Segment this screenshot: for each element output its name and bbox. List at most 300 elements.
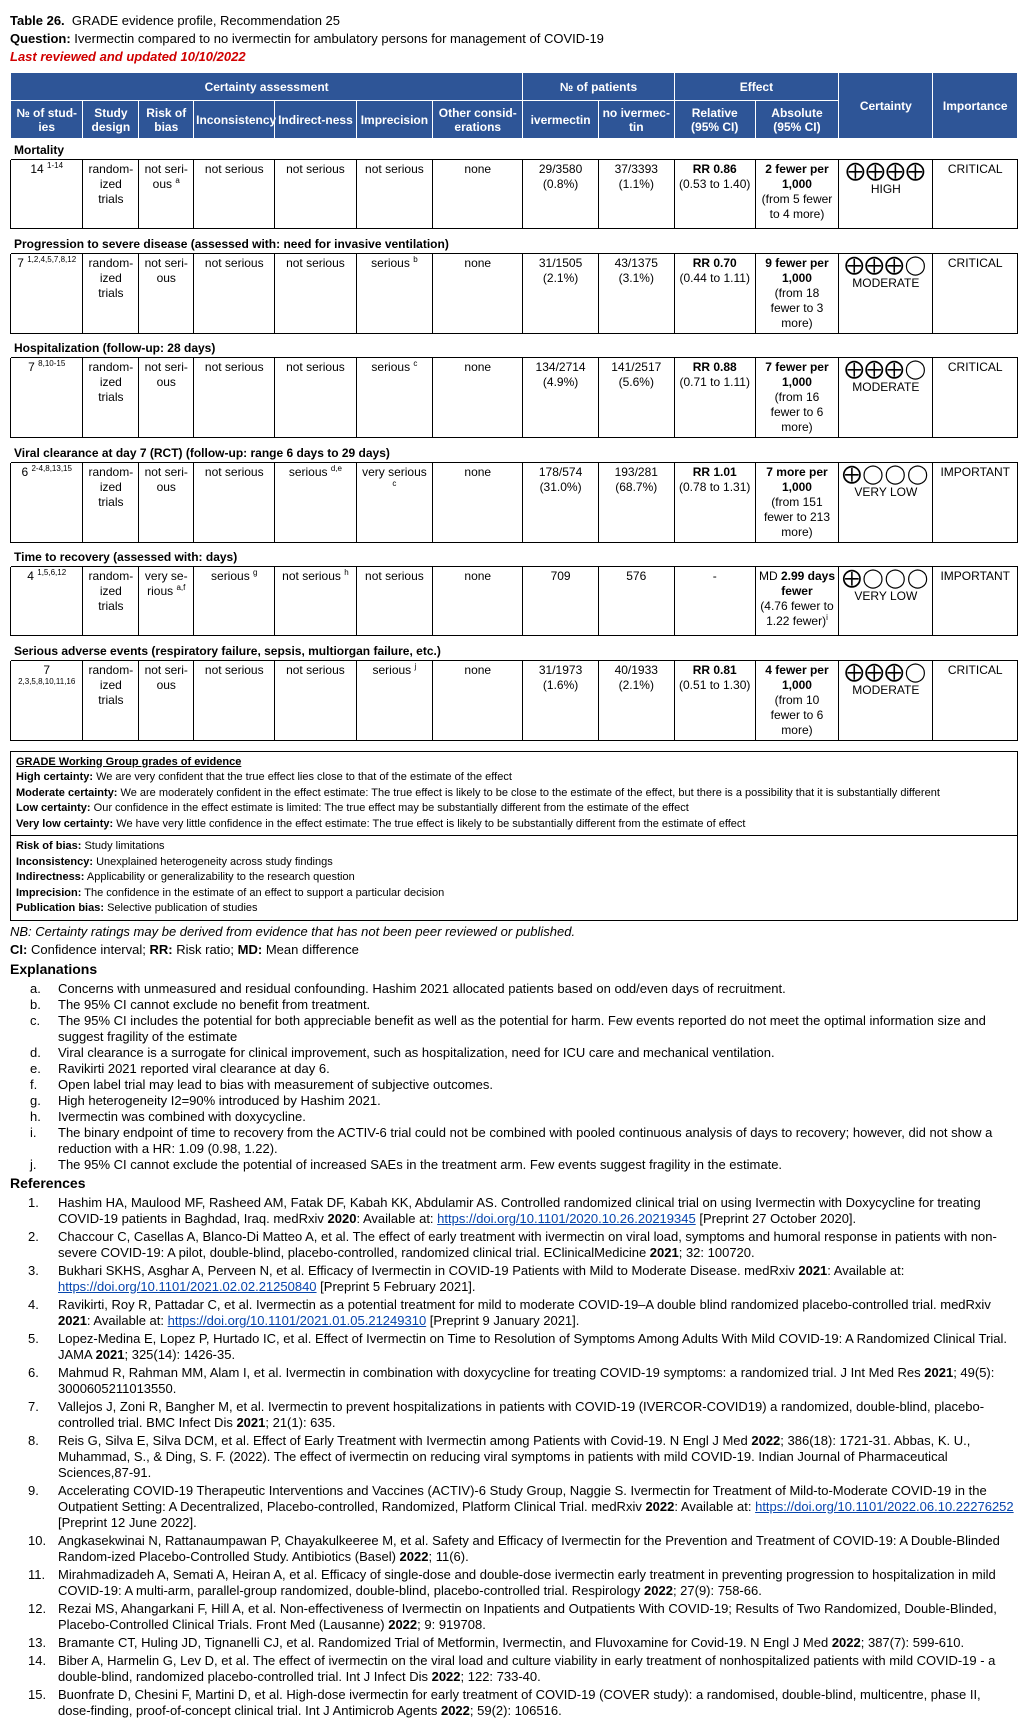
explanation-item — [10, 997, 1016, 1013]
absolute-footnote: i — [826, 613, 828, 622]
reference-note: [Preprint 12 June 2022]. — [58, 1514, 197, 1530]
cell-imprecision — [356, 253, 433, 333]
reference-item — [10, 1297, 1016, 1329]
num-studies: 6 — [21, 464, 29, 479]
question-label: Question: — [10, 31, 71, 46]
domain-term: Indirectness: — [16, 871, 85, 883]
reference-number: 1. — [28, 1194, 39, 1210]
certainty-label: MODERATE — [852, 380, 920, 394]
cell-absolute — [755, 253, 838, 333]
references-heading: References — [10, 1174, 86, 1191]
domain-text: Study limitations — [84, 840, 165, 852]
explanation-marker: g. — [30, 1092, 41, 1108]
study-refs: 1-14 — [47, 161, 64, 170]
risk-of-bias: not seri-ous — [144, 464, 188, 494]
reference-details: ; 325(14): 1426-35. — [124, 1346, 236, 1362]
explanations-heading: Explanations — [10, 960, 98, 977]
ivermectin-count: 709 — [550, 569, 571, 583]
absolute-ci: (from 151 fewer to 213 more) — [763, 494, 830, 539]
cell-risk-of-bias — [139, 660, 194, 740]
absolute-effect — [759, 663, 835, 693]
reference-item — [10, 1601, 1016, 1633]
explanation-text: Ravikirti 2021 reported viral clearance at day 6. — [58, 1060, 330, 1076]
indirectness: not serious — [286, 255, 345, 270]
domain-term: Inconsistency: — [16, 855, 94, 868]
reference-number: 9. — [28, 1482, 39, 1498]
inconsistency: not serious — [204, 162, 264, 176]
no-ivermectin-count: 141/2517 — [611, 360, 662, 374]
reference-number: 3. — [28, 1262, 39, 1278]
cell-ivermectin — [523, 358, 599, 438]
explanation-item — [10, 981, 1016, 997]
reference-year: 2022 — [431, 1668, 461, 1684]
imprecision-footnote: j — [414, 661, 417, 671]
reference-year: 2021 — [924, 1364, 954, 1380]
cell-certainty — [839, 462, 933, 542]
reference-details: : Available at: — [827, 1262, 905, 1278]
reference-item — [10, 1195, 1016, 1227]
reference-number: 8. — [28, 1432, 39, 1448]
cell-absolute — [755, 358, 838, 438]
relative-effect — [678, 360, 752, 375]
inconsistency: not serious — [204, 464, 264, 479]
col-header-ivermectin: ivermectin — [523, 101, 599, 139]
cell-other — [433, 358, 523, 438]
reference-text: Buonfrate D, Chesini F, Martini D, et al. High-dose ivermectin for early treatment of COVID-19 (COVER study): a randomised, double-blind, multicentre, phase II, dose-finding, proof-of-concept clinical trial. Int J Antimicrob Agents — [58, 1686, 981, 1718]
study-design: random-ized trials — [88, 662, 134, 707]
absolute-effect-value: 7 more per 1,000 — [766, 464, 828, 494]
reference-number: 14. — [28, 1652, 47, 1668]
domain-text: Selective publication of studies — [107, 902, 258, 914]
absolute-ci: (from 16 fewer to 6 more) — [770, 390, 824, 434]
cell-indirectness — [275, 660, 356, 740]
explanation-marker: a. — [30, 980, 41, 996]
reference-item — [10, 1635, 1016, 1651]
cell-relative — [674, 358, 755, 438]
explanation-marker: e. — [30, 1060, 41, 1076]
cell-relative — [674, 160, 755, 229]
cell-imprecision — [356, 567, 433, 636]
explanation-text: The 95% CI cannot exclude no benefit from treatment. — [58, 996, 371, 1012]
imprecision: not serious — [365, 162, 424, 176]
cell-no-ivermectin — [598, 358, 674, 438]
col-header-study-design: Study design — [83, 101, 139, 139]
reference-doi-link[interactable]: https://doi.org/10.1101/2020.10.26.20219345 — [437, 1210, 696, 1226]
study-design: random-ized trials — [88, 360, 134, 404]
reference-details: ; 49(5): 3000605211013550. — [58, 1364, 995, 1396]
relative-ci: (0.51 to 1.30) — [679, 677, 751, 692]
no-ivermectin-count: 37/3393 — [614, 162, 658, 176]
outcome-title: Hospitalization (follow-up: 28 days) — [11, 337, 1018, 358]
reference-details: : Available at: — [356, 1210, 438, 1226]
explanation-text: The binary endpoint of time to recovery from the ACTIV-6 trial could not be combined with pooled continuous analysis of days to recovery; however, did not show a reduction with a HR: 1.09 (0.98, 1.22). — [58, 1124, 993, 1156]
explanation-text: Concerns with unmeasured and residual confounding. Hashim 2021 allocated patients based on odd/even days of recruitment. — [58, 980, 786, 996]
reference-item — [10, 1365, 1016, 1397]
reference-doi-link[interactable]: https://doi.org/10.1101/2022.06.10.22276252 — [755, 1498, 1014, 1514]
absolute-prefix: MD — [758, 569, 781, 583]
cell-num-studies — [11, 660, 83, 740]
certainty-label: MODERATE — [852, 275, 920, 290]
num-studies: 7 — [17, 255, 24, 270]
group-header-effect: Effect — [674, 73, 839, 101]
reference-item — [10, 1653, 1016, 1685]
absolute-ci-wrap — [759, 192, 835, 222]
study-refs: 2,3,5,8,10,11,16 — [18, 676, 76, 686]
reference-number: 7. — [28, 1398, 39, 1414]
explanation-marker: d. — [30, 1044, 41, 1060]
absolute-effect-value: 2.99 days fewer — [780, 569, 835, 598]
col-header-indirectness: Indirect-ness — [275, 101, 356, 139]
explanation-text: High heterogeneity I2=90% introduced by Hashim 2021. — [58, 1092, 381, 1108]
cell-indirectness — [275, 358, 356, 438]
explanation-marker: b. — [30, 996, 41, 1012]
absolute-effect — [759, 465, 835, 495]
reference-text: Lopez-Medina E, Lopez P, Hurtado IC, et al. Effect of Ivermectin on Time to Resolution of Symptoms Among Adults With Mild COVID-19: A Randomized Clinical Trial. JAMA — [58, 1330, 1007, 1362]
reference-number: 10. — [28, 1532, 47, 1548]
grade-text: We are moderately confident in the effect estimate: The true effect is likely to be close to the estimate of the effect, but there is a possibility that it is substantially different — [120, 786, 940, 799]
cell-imprecision — [356, 660, 433, 740]
absolute-ci-wrap — [759, 286, 835, 331]
cell-no-ivermectin — [598, 660, 674, 740]
imprecision: serious — [371, 360, 411, 374]
no-ivermectin-pct: (5.6%) — [618, 375, 654, 389]
risk-of-bias: not seri-ous — [144, 662, 188, 692]
grade-box-title: GRADE Working Group grades of evidence — [16, 755, 242, 768]
last-updated-note: Last reviewed and updated 10/10/2022 — [10, 49, 246, 64]
reference-text: Hashim HA, Maulood MF, Rasheed AM, Fatak DF, Kabah KK, Abdulamir AS. Controlled randomized clinical trial on using Ivermectin with Doxycycline for treating COVID-19 patients in Baghdad, Iraq. medRxiv — [58, 1194, 981, 1226]
cell-imprecision — [356, 358, 433, 438]
reference-year: 2021 — [798, 1262, 828, 1278]
ivermectin-pct: (2.1%) — [542, 270, 579, 285]
cell-other — [433, 462, 523, 542]
cell-other — [433, 567, 523, 636]
abbrev-text: Mean difference — [265, 941, 359, 957]
explanation-text: The 95% CI includes the potential for both appreciable benefit as well as the potential for harm. Few events reported do not meet the optimal information size and suggest fragility of the estimate — [58, 1012, 986, 1044]
reference-item — [10, 1331, 1016, 1363]
cell-imprecision — [356, 462, 433, 542]
inconsistency-footnote: g — [253, 568, 258, 577]
reference-year: 2022 — [644, 1582, 673, 1598]
cell-importance — [933, 567, 1018, 636]
reference-year: 2021 — [236, 1414, 266, 1430]
risk-of-bias: not seri-ous — [144, 255, 188, 285]
importance: CRITICAL — [947, 360, 1003, 374]
reference-details: ; 122: 733-40. — [460, 1668, 541, 1684]
grade-definition — [16, 817, 1012, 833]
cell-no-ivermectin — [598, 253, 674, 333]
ivermectin-pct: (4.9%) — [542, 375, 579, 389]
reference-year: 2022 — [440, 1702, 470, 1718]
no-ivermectin-pct: (1.1%) — [618, 177, 654, 191]
absolute-ci: (from 5 fewer to 4 more) — [761, 192, 833, 221]
outcome-data-row — [11, 567, 1018, 636]
ivermectin-pct: (1.6%) — [542, 677, 579, 692]
absolute-effect — [759, 256, 835, 286]
reference-text: Chaccour C, Casellas A, Blanco-Di Matteo A, et al. The effect of early treatment with ivermectin on viral load, symptoms and humoral response in patients with non-severe COVID-19: A pilot, double-blind, placebo-controlled, randomized clinical trial. EClinicalMedicine — [58, 1228, 997, 1260]
reference-note: [Preprint 9 January 2021]. — [426, 1312, 580, 1328]
risk-of-bias-footnote: a,f — [176, 583, 186, 592]
explanation-text: The 95% CI cannot exclude the potential of increased SAEs in the treatment arm. Few events suggest fragility in the estimate. — [58, 1156, 783, 1172]
domain-definition — [16, 870, 1012, 886]
relative-effect-value: RR 0.86 — [692, 162, 737, 176]
explanation-item — [10, 1013, 1016, 1045]
grade-definitions — [16, 770, 1012, 832]
imprecision-footnote: b — [413, 254, 418, 264]
cell-ivermectin — [523, 160, 599, 229]
cell-other — [433, 160, 523, 229]
outcome-title-row — [11, 442, 1018, 463]
absolute-effect-value: 7 fewer per 1,000 — [765, 360, 829, 389]
cell-importance — [933, 660, 1018, 740]
cell-ivermectin — [523, 567, 599, 636]
outcome-title-row — [11, 337, 1018, 358]
cell-certainty — [839, 660, 933, 740]
ivermectin-count: 134/2714 — [535, 360, 586, 374]
risk-of-bias: not seri-ous — [144, 360, 188, 389]
grade-text: We have very little confidence in the effect estimate: The true effect is likely to be substantially different from the estimate of effect — [116, 817, 746, 830]
explanation-item — [10, 1125, 1016, 1157]
cell-inconsistency — [194, 660, 275, 740]
outcome-title: Serious adverse events (respiratory failure, sepsis, multiorgan failure, etc.) — [11, 640, 1018, 661]
absolute-effect-value: 2 fewer per 1,000 — [765, 162, 829, 191]
imprecision-footnote: c — [413, 359, 418, 368]
cell-risk-of-bias — [139, 462, 194, 542]
col-header-relative: Relative (95% CI) — [674, 101, 755, 139]
outcome-title: Viral clearance at day 7 (RCT) (follow-up: range 6 days to 29 days) — [11, 442, 1018, 463]
reference-details: : Available at: — [86, 1312, 168, 1328]
cell-ivermectin — [523, 660, 599, 740]
reference-details: ; 59(2): 106516. — [469, 1702, 562, 1718]
outcome-rows — [11, 139, 1018, 741]
group-header-certainty-assessment: Certainty assessment — [11, 73, 523, 101]
cell-indirectness — [275, 567, 356, 636]
absolute-ci-wrap — [759, 599, 835, 629]
study-design: random-ized trials — [88, 569, 134, 613]
explanation-marker: i. — [30, 1124, 37, 1140]
cell-risk-of-bias — [139, 253, 194, 333]
domain-text: Unexplained heterogeneity across study findings — [96, 855, 333, 868]
cell-absolute — [755, 660, 838, 740]
no-ivermectin-pct: (68.7%) — [615, 479, 658, 494]
indirectness: serious — [288, 464, 328, 479]
reference-text: Bukhari SKHS, Asghar A, Perveen N, et al. Efficacy of Ivermectin in COVID-19 Patients with Mild to Moderate Disease. medRxiv — [58, 1262, 799, 1278]
inconsistency: not serious — [204, 662, 264, 677]
absolute-ci: (from 18 fewer to 3 more) — [770, 285, 824, 330]
reference-doi-link[interactable]: https://doi.org/10.1101/2021.01.05.21249310 — [167, 1312, 427, 1328]
cell-inconsistency — [194, 358, 275, 438]
explanation-item — [10, 1109, 1016, 1125]
no-ivermectin-count: 576 — [626, 569, 647, 583]
explanation-marker: f. — [30, 1076, 38, 1092]
relative-effect — [678, 569, 752, 584]
relative-effect — [678, 256, 752, 271]
reference-item — [10, 1567, 1016, 1599]
risk-of-bias-footnote: a — [175, 176, 180, 185]
reference-number: 15. — [28, 1686, 47, 1702]
reference-doi-link[interactable]: https://doi.org/10.1101/2021.02.02.21250840 — [58, 1278, 317, 1294]
domain-definitions-box — [10, 836, 1018, 921]
study-design: random-ized trials — [88, 255, 134, 300]
certainty-rating-icon: ⨁⨁⨁◯ — [844, 359, 927, 380]
importance: CRITICAL — [947, 162, 1003, 176]
grade-text: Our confidence in the effect estimate is limited: The true effect may be substantially different from the estimate of the effect — [93, 802, 689, 814]
cell-indirectness — [275, 253, 356, 333]
domain-definition — [16, 839, 1012, 855]
header-importance: Importance — [933, 73, 1018, 139]
reference-number: 5. — [28, 1330, 39, 1346]
num-studies: 4 — [27, 569, 34, 583]
cell-indirectness — [275, 462, 356, 542]
header-certainty: Certainty — [839, 73, 933, 139]
reference-details: ; 21(1): 635. — [265, 1414, 336, 1430]
reference-year: 2022 — [751, 1432, 781, 1448]
grade-definition — [16, 770, 1012, 786]
other-considerations: none — [464, 662, 492, 677]
cell-certainty — [839, 567, 933, 636]
reference-text: Reis G, Silva E, Silva DCM, et al. Effect of Early Treatment with Ivermectin among Patients with Covid-19. N Engl J Med — [58, 1432, 752, 1448]
indirectness: not serious — [282, 569, 341, 583]
cell-importance — [933, 253, 1018, 333]
absolute-ci-wrap — [759, 390, 835, 435]
question-line — [10, 30, 1016, 48]
col-header-inconsistency: Inconsistency — [194, 101, 275, 139]
reference-year: 2022 — [388, 1616, 418, 1632]
reference-year: 2022 — [399, 1548, 429, 1564]
explanation-marker: h. — [30, 1108, 41, 1124]
ivermectin-count: 178/574 — [538, 464, 583, 479]
grade-definition — [16, 786, 1012, 802]
reference-number: 11. — [28, 1566, 46, 1582]
cell-num-studies — [11, 160, 83, 229]
domain-term: Publication bias: — [16, 902, 105, 914]
reference-item — [10, 1433, 1016, 1481]
no-ivermectin-pct: (2.1%) — [618, 677, 654, 692]
cell-num-studies — [11, 253, 83, 333]
certainty-label: HIGH — [870, 182, 901, 196]
domain-text: Applicability or generalizability to the research question — [86, 871, 355, 883]
no-ivermectin-count: 43/1375 — [614, 255, 658, 270]
cell-study-design — [83, 358, 139, 438]
reference-details: ; 11(6). — [428, 1548, 469, 1564]
domain-term: Imprecision: — [16, 886, 82, 899]
domain-definition — [16, 855, 1012, 871]
reference-details: ; 32: 100720. — [678, 1244, 755, 1260]
cell-inconsistency — [194, 160, 275, 229]
cell-num-studies — [11, 358, 83, 438]
grade-term: Low certainty: — [16, 802, 91, 814]
reference-note: [Preprint 5 February 2021]. — [316, 1278, 476, 1294]
table-label: Table 26. — [10, 13, 65, 28]
reference-number: 12. — [28, 1600, 47, 1616]
risk-of-bias: not seri-ous — [144, 162, 188, 191]
cell-certainty — [839, 160, 933, 229]
certainty-rating-icon: ⨁◯◯◯ — [842, 463, 930, 485]
study-design: random-ized trials — [88, 162, 134, 206]
importance: CRITICAL — [947, 255, 1003, 270]
explanation-item — [10, 1045, 1016, 1061]
certainty-label: MODERATE — [852, 682, 920, 697]
reference-item — [10, 1229, 1016, 1261]
relative-effect-value: RR 0.81 — [692, 662, 737, 677]
cell-risk-of-bias — [139, 358, 194, 438]
reference-year: 2022 — [645, 1498, 675, 1514]
cell-risk-of-bias — [139, 160, 194, 229]
ivermectin-pct: (0.8%) — [542, 177, 579, 191]
ivermectin-count: 31/1973 — [538, 662, 583, 677]
relative-ci: (0.53 to 1.40) — [679, 177, 751, 191]
cell-certainty — [839, 358, 933, 438]
references-list — [10, 1195, 1016, 1719]
cell-importance — [933, 358, 1018, 438]
explanation-item — [10, 1061, 1016, 1077]
cell-risk-of-bias — [139, 567, 194, 636]
relative-effect-value: RR 1.01 — [692, 464, 737, 479]
ivermectin-count: 29/3580 — [538, 162, 583, 176]
no-ivermectin-pct: (3.1%) — [618, 270, 654, 285]
abbrev-text: Confidence interval; — [30, 941, 146, 957]
no-ivermectin-count: 193/281 — [614, 464, 658, 479]
outcome-title-row — [11, 139, 1018, 160]
absolute-ci-wrap — [759, 495, 835, 540]
cell-study-design — [83, 660, 139, 740]
outcome-data-row — [11, 358, 1018, 438]
cell-study-design — [83, 462, 139, 542]
relative-ci: (0.71 to 1.11) — [679, 375, 750, 389]
outcome-title-row — [11, 640, 1018, 661]
outcome-title: Time to recovery (assessed with: days) — [11, 546, 1018, 567]
table-title: GRADE evidence profile, Recommendation 25 — [71, 13, 341, 28]
explanation-text: Viral clearance is a surrogate for clinical improvement, such as hospitalization, need for ICU care and mechanical ventilation. — [58, 1044, 775, 1060]
inconsistency: serious — [211, 569, 250, 583]
explanation-item — [10, 1157, 1016, 1173]
reference-item — [10, 1263, 1016, 1295]
col-header-no-ivermectin: no ivermec-tin — [598, 101, 674, 139]
reference-year: 2021 — [649, 1244, 679, 1260]
abbrev-term: CI: — [10, 941, 28, 957]
explanation-item — [10, 1093, 1016, 1109]
reference-item — [10, 1533, 1016, 1565]
other-considerations: none — [464, 360, 492, 374]
cell-absolute — [755, 160, 838, 229]
explanations-list — [10, 981, 1016, 1173]
num-studies: 14 — [30, 162, 44, 176]
imprecision-footnote: c — [392, 478, 397, 488]
cell-absolute — [755, 462, 838, 542]
other-considerations: none — [464, 162, 492, 176]
certainty-rating-icon: ⨁⨁⨁◯ — [844, 661, 927, 683]
inconsistency: not serious — [204, 360, 264, 374]
imprecision: very serious — [362, 464, 427, 479]
reference-details: ; 387(7): 599-610. — [860, 1634, 965, 1650]
other-considerations: none — [464, 464, 492, 479]
grade-text: We are very confident that the true effect lies close to that of the estimate of the effect — [96, 771, 512, 783]
indirectness-footnote: h — [344, 568, 349, 577]
abbreviations-line — [10, 941, 1016, 959]
relative-effect-value: - — [712, 569, 717, 583]
relative-effect — [678, 162, 752, 177]
relative-effect — [678, 465, 752, 480]
cell-no-ivermectin — [598, 567, 674, 636]
cell-relative — [674, 567, 755, 636]
col-header-imprecision: Imprecision — [356, 101, 433, 139]
reference-text: Angkasekwinai N, Rattanaumpawan P, Chayakulkeeree M, et al. Safety and Efficacy of Ivermectin for the Prevention and Treatment of COVID-19: A Double-Blinded Random-ized Placebo-Controlled Study. Antibiotics (Basel) — [58, 1532, 1000, 1564]
relative-ci: (0.78 to 1.31) — [679, 479, 751, 494]
other-considerations: none — [464, 255, 492, 270]
reference-details: : Available at: — [674, 1498, 756, 1514]
inconsistency: not serious — [204, 255, 264, 270]
explanation-marker: c. — [30, 1012, 41, 1028]
grade-term: High certainty: — [16, 771, 94, 783]
